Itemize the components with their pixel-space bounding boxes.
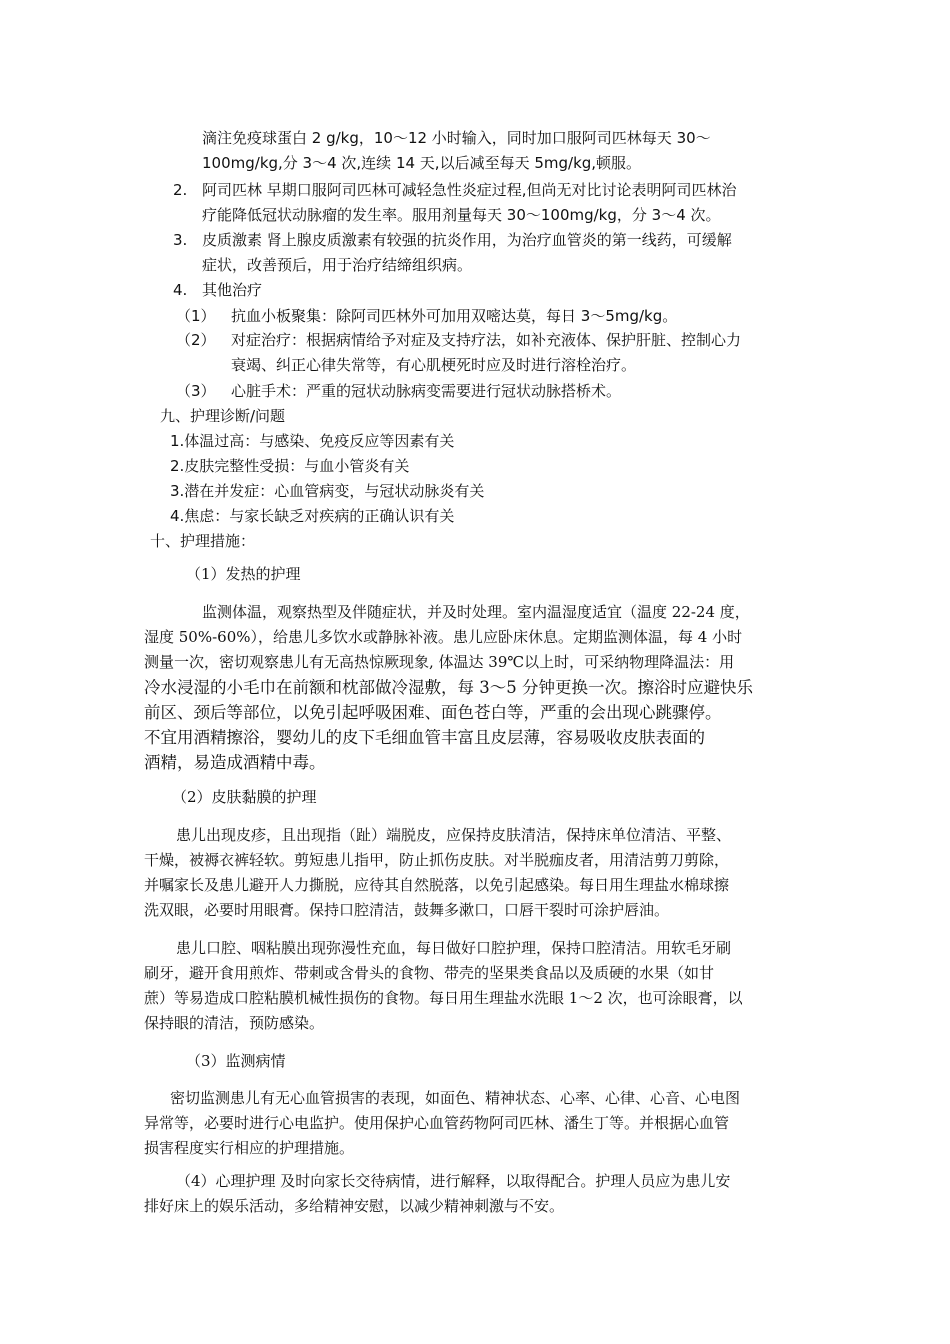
- subsection-title: （1）发热的护理: [186, 565, 301, 583]
- list-item-line: 阿司匹林 早期口服阿司匹林可减轻急性炎症过程,但尚无对比讨论表明阿司匹林治: [202, 181, 737, 199]
- diagnosis-item: 2.皮肤完整性受损：与血小管炎有关: [170, 457, 410, 475]
- sub-list-number: （2）: [176, 331, 216, 349]
- list-number: 3.: [173, 231, 188, 249]
- paragraph-line: 冷水浸湿的小毛巾在前额和枕部做冷湿敷，每 3～5 分钟更换一次。擦浴时应避快乐: [144, 678, 753, 697]
- paragraph-line: 测量一次，密切观察患儿有无高热惊厥现象, 体温达 39℃以上时，可采纳物理降温法：用: [144, 653, 735, 671]
- treatment-continuation-line: 100mg/kg,分 3～4 次,连续 14 天,以后减至每天 5mg/kg,顿服。: [202, 154, 642, 172]
- paragraph-line: 不宜用酒精擦浴，婴幼儿的皮下毛细血管丰富且皮层薄，容易吸收皮肤表面的: [144, 728, 705, 747]
- paragraph-line: 并嘱家长及患儿避开人力撕脱，应待其自然脱落，以免引起感染。每日用生理盐水棉球擦: [144, 876, 730, 894]
- paragraph-line: 洗双眼，必要时用眼膏。保持口腔清洁，鼓舞多漱口，口唇干裂时可涂护唇油。: [144, 901, 670, 919]
- paragraph-line: 监测体温，观察热型及伴随症状，并及时处理。室内温湿度适宜（温度 22-24 度，: [202, 603, 750, 621]
- list-item-line: 皮质激素 肾上腺皮质激素有较强的抗炎作用，为治疗血管炎的第一线药，可缓解: [202, 231, 732, 249]
- sub-list-item-line: 心脏手术：严重的冠状动脉病变需要进行冠状动脉搭桥术。: [231, 382, 622, 400]
- list-item-line: 疗能降低冠状动脉瘤的发生率。服用剂量每天 30～100mg/kg，分 3～4 次。: [202, 206, 721, 224]
- paragraph-line: 干燥，被褥衣裤轻软。剪短患儿指甲，防止抓伤皮肤。对半脱痂皮者，用清洁剪刀剪除，: [144, 851, 730, 869]
- sub-list-item-line: 衰竭、纠正心律失常等，有心肌梗死时应及时进行溶栓治疗。: [231, 356, 637, 374]
- treatment-continuation-line: 滴注免疫球蛋白 2 g/kg，10～12 小时输入，同时加口服阿司匹林每天 30～: [202, 129, 711, 147]
- paragraph-line: 患儿出现皮疹，且出现指（趾）端脱皮，应保持皮肤清洁，保持床单位清洁、平整、: [176, 826, 732, 844]
- subsection-title: （3）监测病情: [186, 1052, 286, 1070]
- diagnosis-item: 4.焦虑：与家长缺乏对疾病的正确认识有关: [170, 507, 455, 525]
- subsection-title: （2）皮肤黏膜的护理: [172, 788, 317, 806]
- list-number: 4.: [173, 281, 188, 299]
- paragraph-line: 刷牙，避开食用煎炸、带刺或含骨头的食物、带壳的坚果类食品以及质硬的水果（如甘: [144, 964, 715, 982]
- sub-list-number: （3）: [176, 382, 216, 400]
- list-number: 2.: [173, 181, 188, 199]
- paragraph-line: 密切监测患儿有无心血管损害的表现，如面色、精神状态、心率、心律、心音、心电图: [170, 1089, 741, 1107]
- sub-list-item-line: 对症治疗：根据病情给予对症及支持疗法，如补充液体、保护肝脏、控制心力: [231, 331, 742, 349]
- paragraph-line: 保持眼的清洁，预防感染。: [144, 1014, 325, 1032]
- paragraph-line: 患儿口腔、咽粘膜出现弥漫性充血，每日做好口腔护理，保持口腔清洁。用软毛牙刷: [176, 939, 732, 957]
- diagnosis-item: 3.潜在并发症：心血管病变，与冠状动脉炎有关: [170, 482, 485, 500]
- list-item-line: 其他治疗: [202, 281, 263, 299]
- paragraph-line: 湿度 50%-60%），给患儿多饮水或静脉补液。患儿应卧床休息。定期监测体温，每 4 小时: [144, 628, 743, 646]
- paragraph-line: 损害程度实行相应的护理措施。: [144, 1139, 355, 1157]
- paragraph-line: （4）心理护理 及时向家长交待病情，进行解释，以取得配合。护理人员应为患儿安: [176, 1172, 731, 1190]
- paragraph-line: 酒精，易造成酒精中毒。: [144, 753, 326, 772]
- paragraph-line: 排好床上的娱乐活动，多给精神安慰，以减少精神刺激与不安。: [144, 1197, 565, 1215]
- sub-list-number: （1）: [176, 307, 216, 325]
- section-heading: 九、护理诊断/问题: [160, 407, 286, 425]
- sub-list-item-line: 抗血小板聚集：除阿司匹林外可加用双嘧达莫，每日 3～5mg/kg。: [231, 307, 678, 325]
- diagnosis-item: 1.体温过高：与感染、免疫反应等因素有关: [170, 432, 455, 450]
- paragraph-line: 蔗）等易造成口腔粘膜机械性损伤的食物。每日用生理盐水洗眼 1～2 次，也可涂眼膏，以: [144, 989, 743, 1007]
- list-item-line: 症状，改善预后，用于治疗结缔组织病。: [202, 256, 473, 274]
- paragraph-line: 前区、颈后等部位，以免引起呼吸困难、面色苍白等，严重的会出现心跳骤停。: [144, 703, 722, 722]
- paragraph-line: 异常等，必要时进行心电监护。使用保护心血管药物阿司匹林、潘生丁等。并根据心血管: [144, 1114, 730, 1132]
- section-heading: 十、护理措施：: [150, 532, 256, 550]
